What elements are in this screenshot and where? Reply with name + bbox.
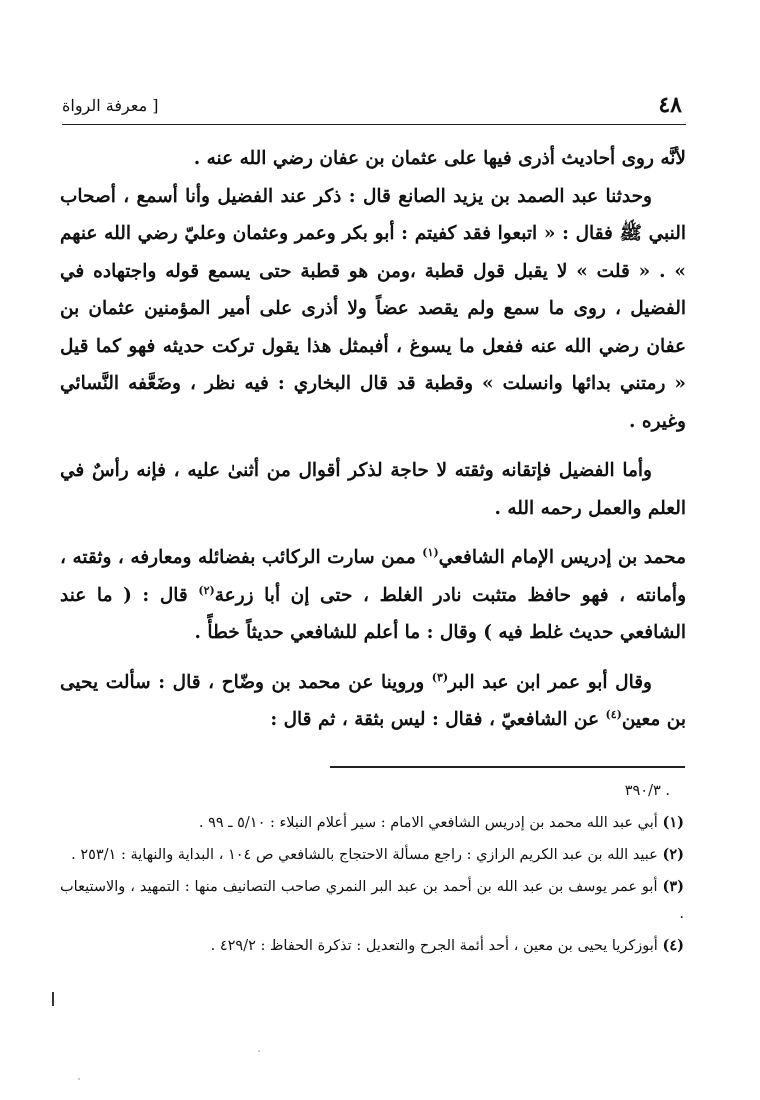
footnote-ref-3[interactable]: (٣) (431, 670, 449, 684)
footnote-carryover-text: . ٣٩٠/٣ (624, 783, 670, 799)
footnote-1-number: (١) (662, 814, 684, 831)
page-header (62, 92, 682, 122)
footnote-carryover (60, 778, 684, 805)
page-number: ٤٨ (658, 92, 682, 118)
paragraph-2 (60, 178, 686, 441)
page-edge-mark (52, 992, 54, 1006)
paragraph-2-text: وحدثنا عبد الصمد بن يزيد الصانع قال : ذكر عند الفضيل وأنا أسمع ، أصحاب النبي ﷺ فقال : « اتبعوا فقد كفيتم : أبو بكر وعمر وعثمان وعليّ رضي الله عنهم » . « قلت » لا يقبل قول قطبة ،ومن هو قطبة حتى يسمع قوله واجتهاده في الفضيل ، روى ما سمع ولم يقصد عضاً ولا أذرى على أمير المؤمنين عثمان بن عفان رضي الله عنه ففعل ما يسوغ ، أفبمثل هذا يقول تركت حديثه فهو كما قيل « رمتني بدائها وانسلت » وقطبة قد قال البخاري : فيه نظر ، وضَعَّفه النَّسائي وغيره . (60, 185, 686, 432)
main-text (60, 140, 686, 739)
footnote-1-text: أبي عبد الله محمد بن إدريس الشافعي الامام : سير أعلام النبلاء : ٥/١٠ ـ ٩٩ . (198, 815, 658, 831)
footnote-ref-2[interactable]: (٢) (198, 583, 215, 597)
running-title: [ معرفة الرواة (62, 96, 159, 115)
footnotes (60, 778, 684, 964)
header-rule (62, 124, 686, 125)
paragraph-3-text: وأما الفضيل فإتقانه وثقته لا حاجة لذكر أقوال من أثنىٰ عليه ، فإنه رأسٌ في العلم والعمل رحمه الله . (60, 460, 686, 519)
paragraph-4 (60, 539, 686, 652)
paragraph-5-text-b: وروينا عن محمد بن وضّاح ، قال : سألت يحيى بن معين (60, 671, 686, 730)
paragraph-5-text-a: وقال أبو عمر ابن عبد البر (448, 671, 652, 693)
footnote-2-number: (٢) (662, 846, 684, 863)
paragraph-5-text-c: عن الشافعيّ ، فقال : ليس بثقة ، ثم قال : (270, 709, 606, 730)
scan-speck (78, 1078, 80, 1080)
paragraph-4-text-c: قال : ( ما عند الشافعي حديث غلط فيه ) وقال : ما أعلم للشافعي حديثاً خطأً . (60, 584, 686, 643)
paragraph-3 (60, 452, 686, 527)
footnote-ref-1[interactable]: (١) (422, 545, 439, 559)
footnote-4 (60, 932, 684, 960)
footnote-2 (60, 841, 684, 869)
paragraph-5 (60, 664, 686, 739)
footnote-3-number: (٣) (662, 878, 684, 895)
paragraph-1 (60, 140, 686, 178)
scan-speck (258, 1050, 260, 1052)
footnotes-rule (330, 766, 685, 768)
footnote-ref-4[interactable]: (٤) (605, 707, 622, 721)
footnote-2-text: عبيد الله بن عبد الكريم الرازي : راجع مسألة الاحتجاج بالشافعي ص ١٠٤ ، البداية والنهاية : ٢٥٣/١ . (71, 847, 658, 863)
paragraph-4-text-b: ممن سارت الركائب بفضائله ومعارفه ، وثقته ، وأمانته ، فهو حافظ متثبت نادر الغلط ، حتى إن أبا زرعة (60, 547, 686, 606)
paragraph-4-text-a: محمد بن إدريس الإمام الشافعي (438, 547, 686, 568)
paragraph-1-text: لأنَّه روى أحاديث أذرى فيها على عثمان بن عفان رضي الله عنه . (193, 148, 686, 169)
footnote-1 (60, 809, 684, 837)
footnote-3 (60, 873, 684, 928)
footnote-3-text: أبو عمر يوسف بن عبد الله بن أحمد بن عبد البر النمري صاحب التصانيف منها : التمهيد ، والاستيعاب . (60, 879, 684, 922)
footnote-4-text: أبوزكريا يحيى بن معين ، أحد أئمة الجرح والتعديل : تذكرة الحفاظ : ٤٢٩/٢ . (210, 938, 658, 954)
footnote-4-number: (٤) (662, 937, 684, 954)
